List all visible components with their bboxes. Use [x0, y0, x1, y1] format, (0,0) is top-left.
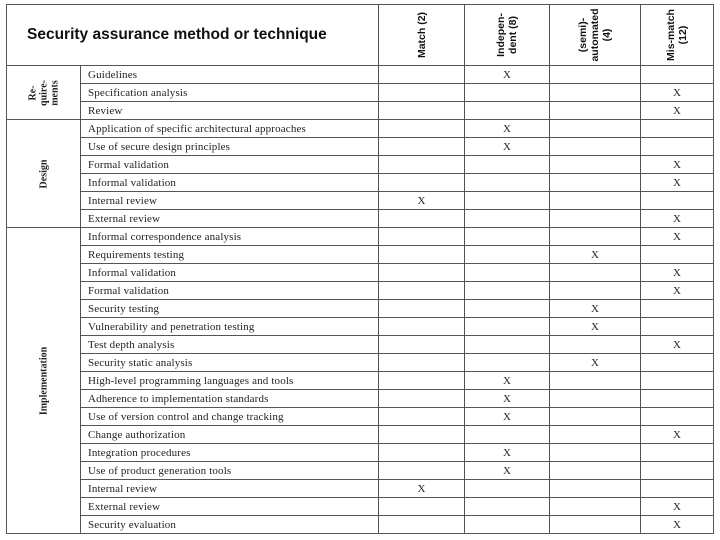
column-header-mismatch	[641, 5, 714, 66]
mark-cell	[379, 264, 465, 282]
mark-cell	[379, 210, 465, 228]
technique-cell: Formal validation	[81, 156, 379, 174]
table-row	[7, 264, 714, 282]
mark-cell	[550, 390, 641, 408]
technique-cell: Use of version control and change tracking	[81, 408, 379, 426]
mark-cell	[550, 102, 641, 120]
mark-cell: X	[641, 282, 714, 300]
table-title: Security assurance method or technique	[7, 5, 379, 66]
mark-cell	[550, 516, 641, 534]
table-row	[7, 120, 714, 138]
table-row	[7, 84, 714, 102]
table-row	[7, 228, 714, 246]
table-row	[7, 462, 714, 480]
mark-cell	[641, 372, 714, 390]
mark-cell: X	[465, 408, 550, 426]
mark-cell	[379, 66, 465, 84]
mark-cell: X	[641, 174, 714, 192]
technique-cell: External review	[81, 210, 379, 228]
technique-cell: Informal validation	[81, 174, 379, 192]
header-row	[7, 5, 714, 66]
mark-cell	[465, 210, 550, 228]
table-row	[7, 390, 714, 408]
mark-cell	[379, 336, 465, 354]
mark-cell	[379, 354, 465, 372]
mark-cell	[641, 390, 714, 408]
mark-cell: X	[379, 480, 465, 498]
column-header-label: Indepen- dent (8)	[495, 13, 520, 57]
technique-cell: Internal review	[81, 192, 379, 210]
table-row	[7, 372, 714, 390]
mark-cell	[550, 228, 641, 246]
mark-cell	[379, 174, 465, 192]
technique-cell: Use of secure design principles	[81, 138, 379, 156]
mark-cell: X	[465, 462, 550, 480]
table-row	[7, 192, 714, 210]
technique-cell: Review	[81, 102, 379, 120]
mark-cell	[550, 138, 641, 156]
mark-cell: X	[465, 138, 550, 156]
mark-cell	[641, 408, 714, 426]
technique-cell: Vulnerability and penetration testing	[81, 318, 379, 336]
table-row	[7, 408, 714, 426]
mark-cell	[641, 120, 714, 138]
table-row	[7, 336, 714, 354]
mark-cell	[550, 210, 641, 228]
mark-cell: X	[550, 354, 641, 372]
phase-label: Re- quire- ments	[27, 79, 60, 106]
technique-cell: External review	[81, 498, 379, 516]
mark-cell	[641, 138, 714, 156]
technique-cell: Application of specific architectural approaches	[81, 120, 379, 138]
table-body	[7, 66, 714, 534]
mark-cell	[465, 318, 550, 336]
mark-cell	[379, 84, 465, 102]
technique-cell: Formal validation	[81, 282, 379, 300]
phase-label: Implementation	[38, 346, 49, 415]
mark-cell	[379, 318, 465, 336]
mark-cell	[550, 84, 641, 102]
mark-cell	[465, 480, 550, 498]
column-header-label: Match (2)	[415, 11, 428, 59]
mark-cell	[641, 480, 714, 498]
table-row	[7, 102, 714, 120]
mark-cell	[379, 282, 465, 300]
mark-cell	[550, 120, 641, 138]
mark-cell	[379, 300, 465, 318]
phase-label: Design	[38, 159, 49, 188]
assurance-table	[6, 4, 714, 534]
mark-cell: X	[465, 120, 550, 138]
table-row	[7, 498, 714, 516]
mark-cell: X	[465, 444, 550, 462]
mark-cell	[465, 282, 550, 300]
column-header-label: Mis-match (12)	[665, 9, 690, 61]
mark-cell	[379, 390, 465, 408]
mark-cell	[379, 138, 465, 156]
mark-cell: X	[641, 84, 714, 102]
technique-cell: Security testing	[81, 300, 379, 318]
technique-cell: Specification analysis	[81, 84, 379, 102]
table-row	[7, 300, 714, 318]
column-header-match	[379, 5, 465, 66]
mark-cell: X	[379, 192, 465, 210]
table-row	[7, 318, 714, 336]
technique-cell: High-level programming languages and tools	[81, 372, 379, 390]
mark-cell: X	[465, 390, 550, 408]
mark-cell	[465, 498, 550, 516]
mark-cell: X	[550, 318, 641, 336]
mark-cell	[465, 354, 550, 372]
mark-cell	[379, 156, 465, 174]
mark-cell	[550, 426, 641, 444]
mark-cell	[465, 102, 550, 120]
phase-cell-design	[7, 120, 81, 228]
mark-cell	[379, 516, 465, 534]
mark-cell	[379, 462, 465, 480]
table-row	[7, 282, 714, 300]
table-row	[7, 480, 714, 498]
mark-cell	[465, 516, 550, 534]
technique-cell: Internal review	[81, 480, 379, 498]
mark-cell	[550, 372, 641, 390]
table-row	[7, 516, 714, 534]
mark-cell	[550, 336, 641, 354]
phase-cell-implementation	[7, 228, 81, 534]
mark-cell: X	[641, 228, 714, 246]
technique-cell: Security evaluation	[81, 516, 379, 534]
mark-cell	[379, 426, 465, 444]
table-row	[7, 66, 714, 84]
technique-cell: Informal validation	[81, 264, 379, 282]
technique-cell: Informal correspondence analysis	[81, 228, 379, 246]
table-row	[7, 354, 714, 372]
table-row	[7, 426, 714, 444]
mark-cell	[641, 354, 714, 372]
mark-cell	[379, 372, 465, 390]
mark-cell: X	[465, 66, 550, 84]
mark-cell: X	[641, 264, 714, 282]
mark-cell	[465, 264, 550, 282]
mark-cell: X	[550, 246, 641, 264]
mark-cell	[641, 444, 714, 462]
mark-cell: X	[641, 426, 714, 444]
table-row	[7, 138, 714, 156]
technique-cell: Test depth analysis	[81, 336, 379, 354]
mark-cell	[550, 156, 641, 174]
mark-cell: X	[641, 498, 714, 516]
technique-cell: Change authorization	[81, 426, 379, 444]
mark-cell	[550, 480, 641, 498]
mark-cell	[465, 156, 550, 174]
table-row	[7, 210, 714, 228]
mark-cell: X	[465, 372, 550, 390]
mark-cell	[550, 66, 641, 84]
mark-cell: X	[550, 300, 641, 318]
phase-cell-requirements	[7, 66, 81, 120]
mark-cell	[379, 498, 465, 516]
mark-cell	[641, 192, 714, 210]
mark-cell: X	[641, 156, 714, 174]
mark-cell	[641, 300, 714, 318]
technique-cell: Security static analysis	[81, 354, 379, 372]
mark-cell: X	[641, 210, 714, 228]
mark-cell	[379, 120, 465, 138]
mark-cell	[379, 444, 465, 462]
mark-cell	[465, 174, 550, 192]
technique-cell: Adherence to implementation standards	[81, 390, 379, 408]
mark-cell	[379, 408, 465, 426]
technique-cell: Use of product generation tools	[81, 462, 379, 480]
mark-cell	[550, 264, 641, 282]
technique-cell: Guidelines	[81, 66, 379, 84]
mark-cell: X	[641, 516, 714, 534]
mark-cell	[550, 462, 641, 480]
mark-cell	[465, 192, 550, 210]
table-row	[7, 156, 714, 174]
mark-cell	[379, 228, 465, 246]
security-assurance-table	[6, 4, 713, 531]
table-row	[7, 444, 714, 462]
column-header-independent	[465, 5, 550, 66]
mark-cell	[550, 444, 641, 462]
mark-cell	[550, 498, 641, 516]
mark-cell	[465, 84, 550, 102]
mark-cell	[550, 192, 641, 210]
mark-cell	[550, 282, 641, 300]
mark-cell	[379, 102, 465, 120]
column-header-semi-automated	[550, 5, 641, 66]
mark-cell	[465, 228, 550, 246]
mark-cell	[641, 318, 714, 336]
mark-cell	[379, 246, 465, 264]
mark-cell	[465, 300, 550, 318]
technique-cell: Integration procedures	[81, 444, 379, 462]
mark-cell	[465, 426, 550, 444]
mark-cell: X	[641, 336, 714, 354]
mark-cell	[465, 336, 550, 354]
mark-cell	[550, 408, 641, 426]
mark-cell	[641, 66, 714, 84]
mark-cell	[465, 246, 550, 264]
column-header-label: (semi)- automated (4)	[577, 8, 614, 62]
table-row	[7, 246, 714, 264]
mark-cell: X	[641, 102, 714, 120]
mark-cell	[641, 462, 714, 480]
mark-cell	[641, 246, 714, 264]
table-row	[7, 174, 714, 192]
technique-cell: Requirements testing	[81, 246, 379, 264]
mark-cell	[550, 174, 641, 192]
